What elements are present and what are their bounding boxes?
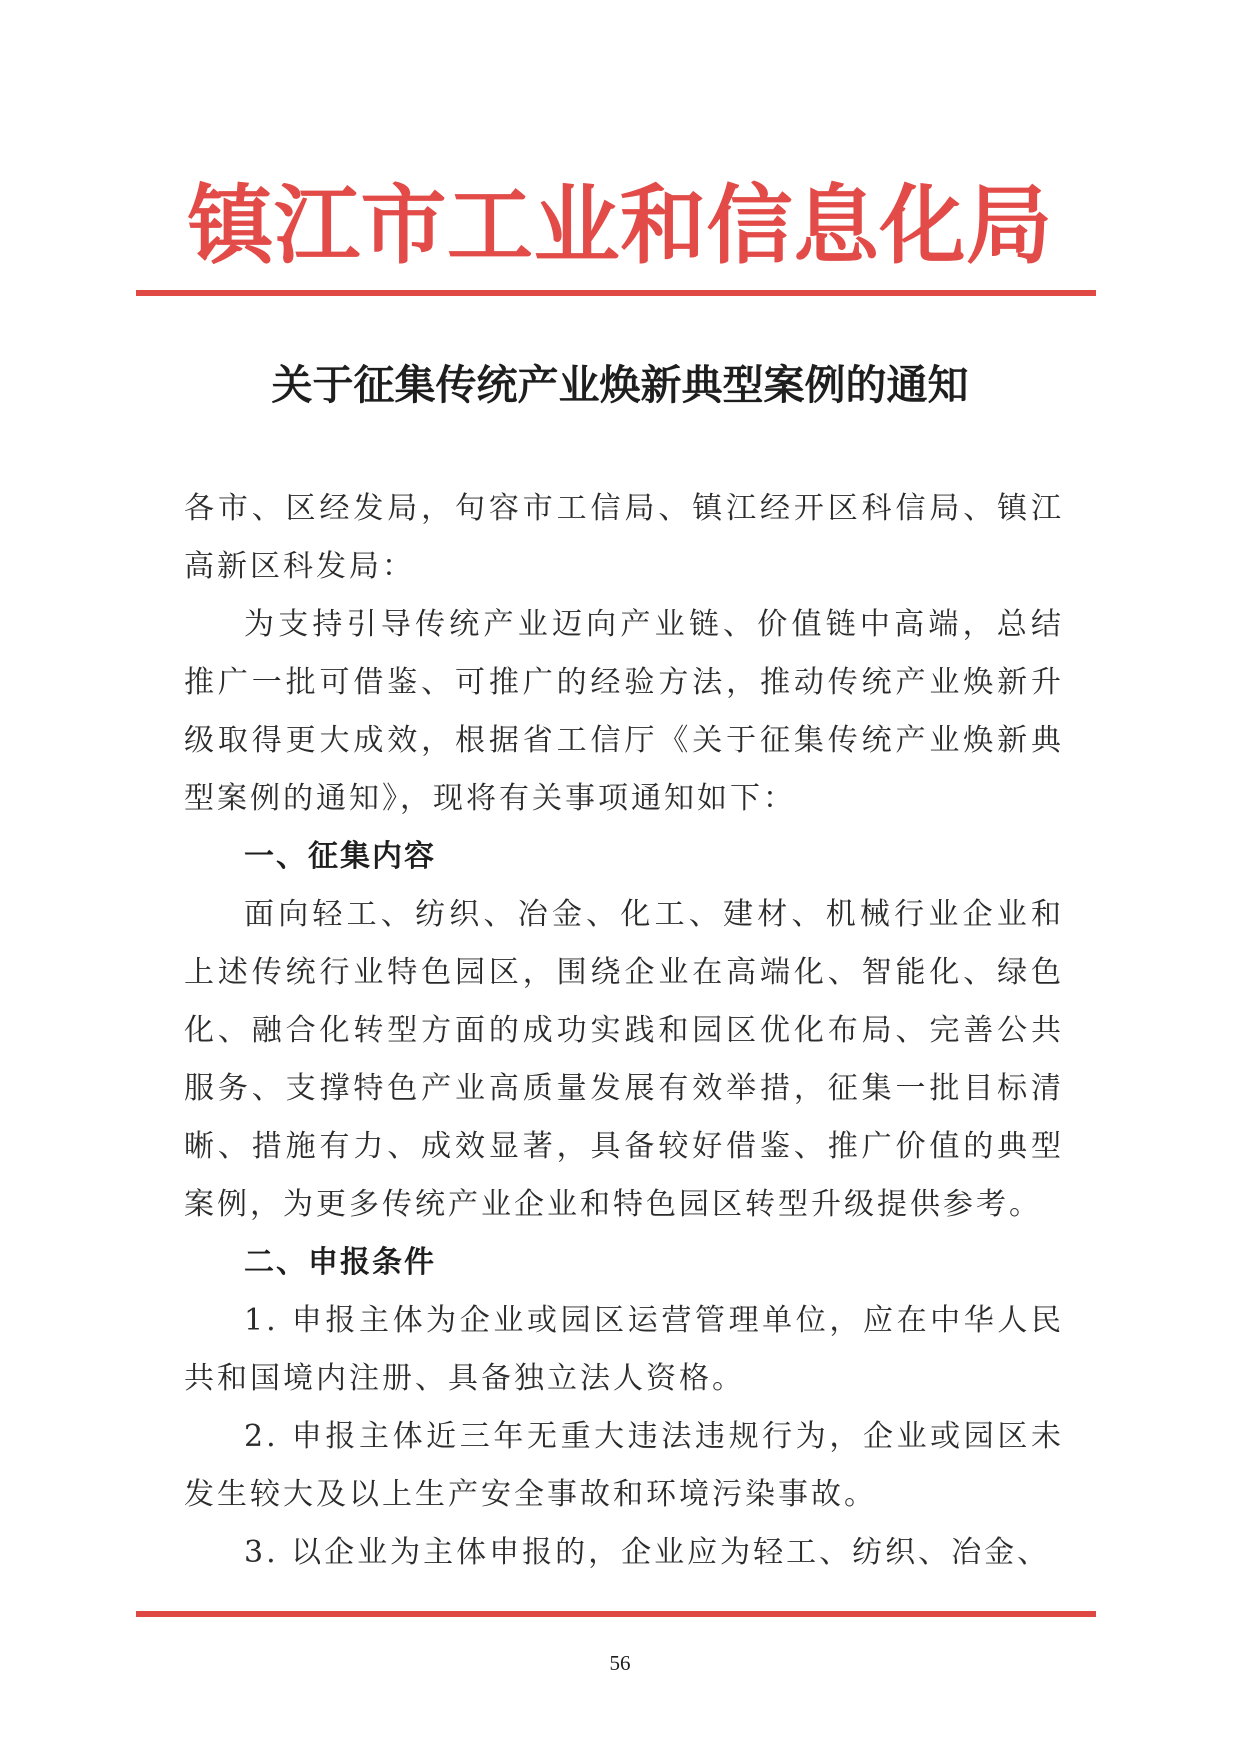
- condition-item: 3. 以企业为主体申报的，企业应为轻工、纺织、冶金、: [244, 1535, 1051, 1570]
- intro-paragraph: 为支持引导传统产业迈向产业链、价值链中高端，总结推广一批可借鉴、可推广的经验方法，推动传统产业焕新升级取得更大成效，根据省工信厅《关于征集传统产业焕新典型案例的通知》，现将有关事项通知如下：: [184, 607, 1064, 816]
- addressee: 各市、区经发局，句容市工信局、镇江经开区科信局、镇江高新区科发局：: [184, 491, 1064, 584]
- section-paragraph: 面向轻工、纺织、冶金、化工、建材、机械行业企业和上述传统行业特色园区，围绕企业在高端化、智能化、绿色化、融合化转型方面的成功实践和园区优化布局、完善公共服务、支撑特色产业高质量发展有效举措，征集一批目标清晰、措施有力、成效显著，具备较好借鉴、推广价值的典型案例，为更多传统产业企业和特色园区转型升级提供参考。: [184, 897, 1064, 1222]
- agency-letterhead: 镇江市工业和信息化局: [187, 175, 1053, 276]
- notice-title: 关于征集传统产业焕新典型案例的通知: [271, 361, 969, 409]
- section-heading: 二、申报条件: [244, 1245, 436, 1280]
- section-heading: 一、征集内容: [244, 839, 436, 874]
- letterhead-divider-top: [136, 290, 1096, 296]
- condition-item: 2. 申报主体近三年无重大违法违规行为，企业或园区未发生较大及以上生产安全事故和环境污染事故。: [184, 1419, 1064, 1512]
- notice-body: [184, 480, 1064, 1582]
- footer-divider: [136, 1611, 1096, 1617]
- condition-item: 1. 申报主体为企业或园区运营管理单位，应在中华人民共和国境内注册、具备独立法人资格。: [184, 1303, 1064, 1396]
- page-number: 56: [609, 1651, 631, 1675]
